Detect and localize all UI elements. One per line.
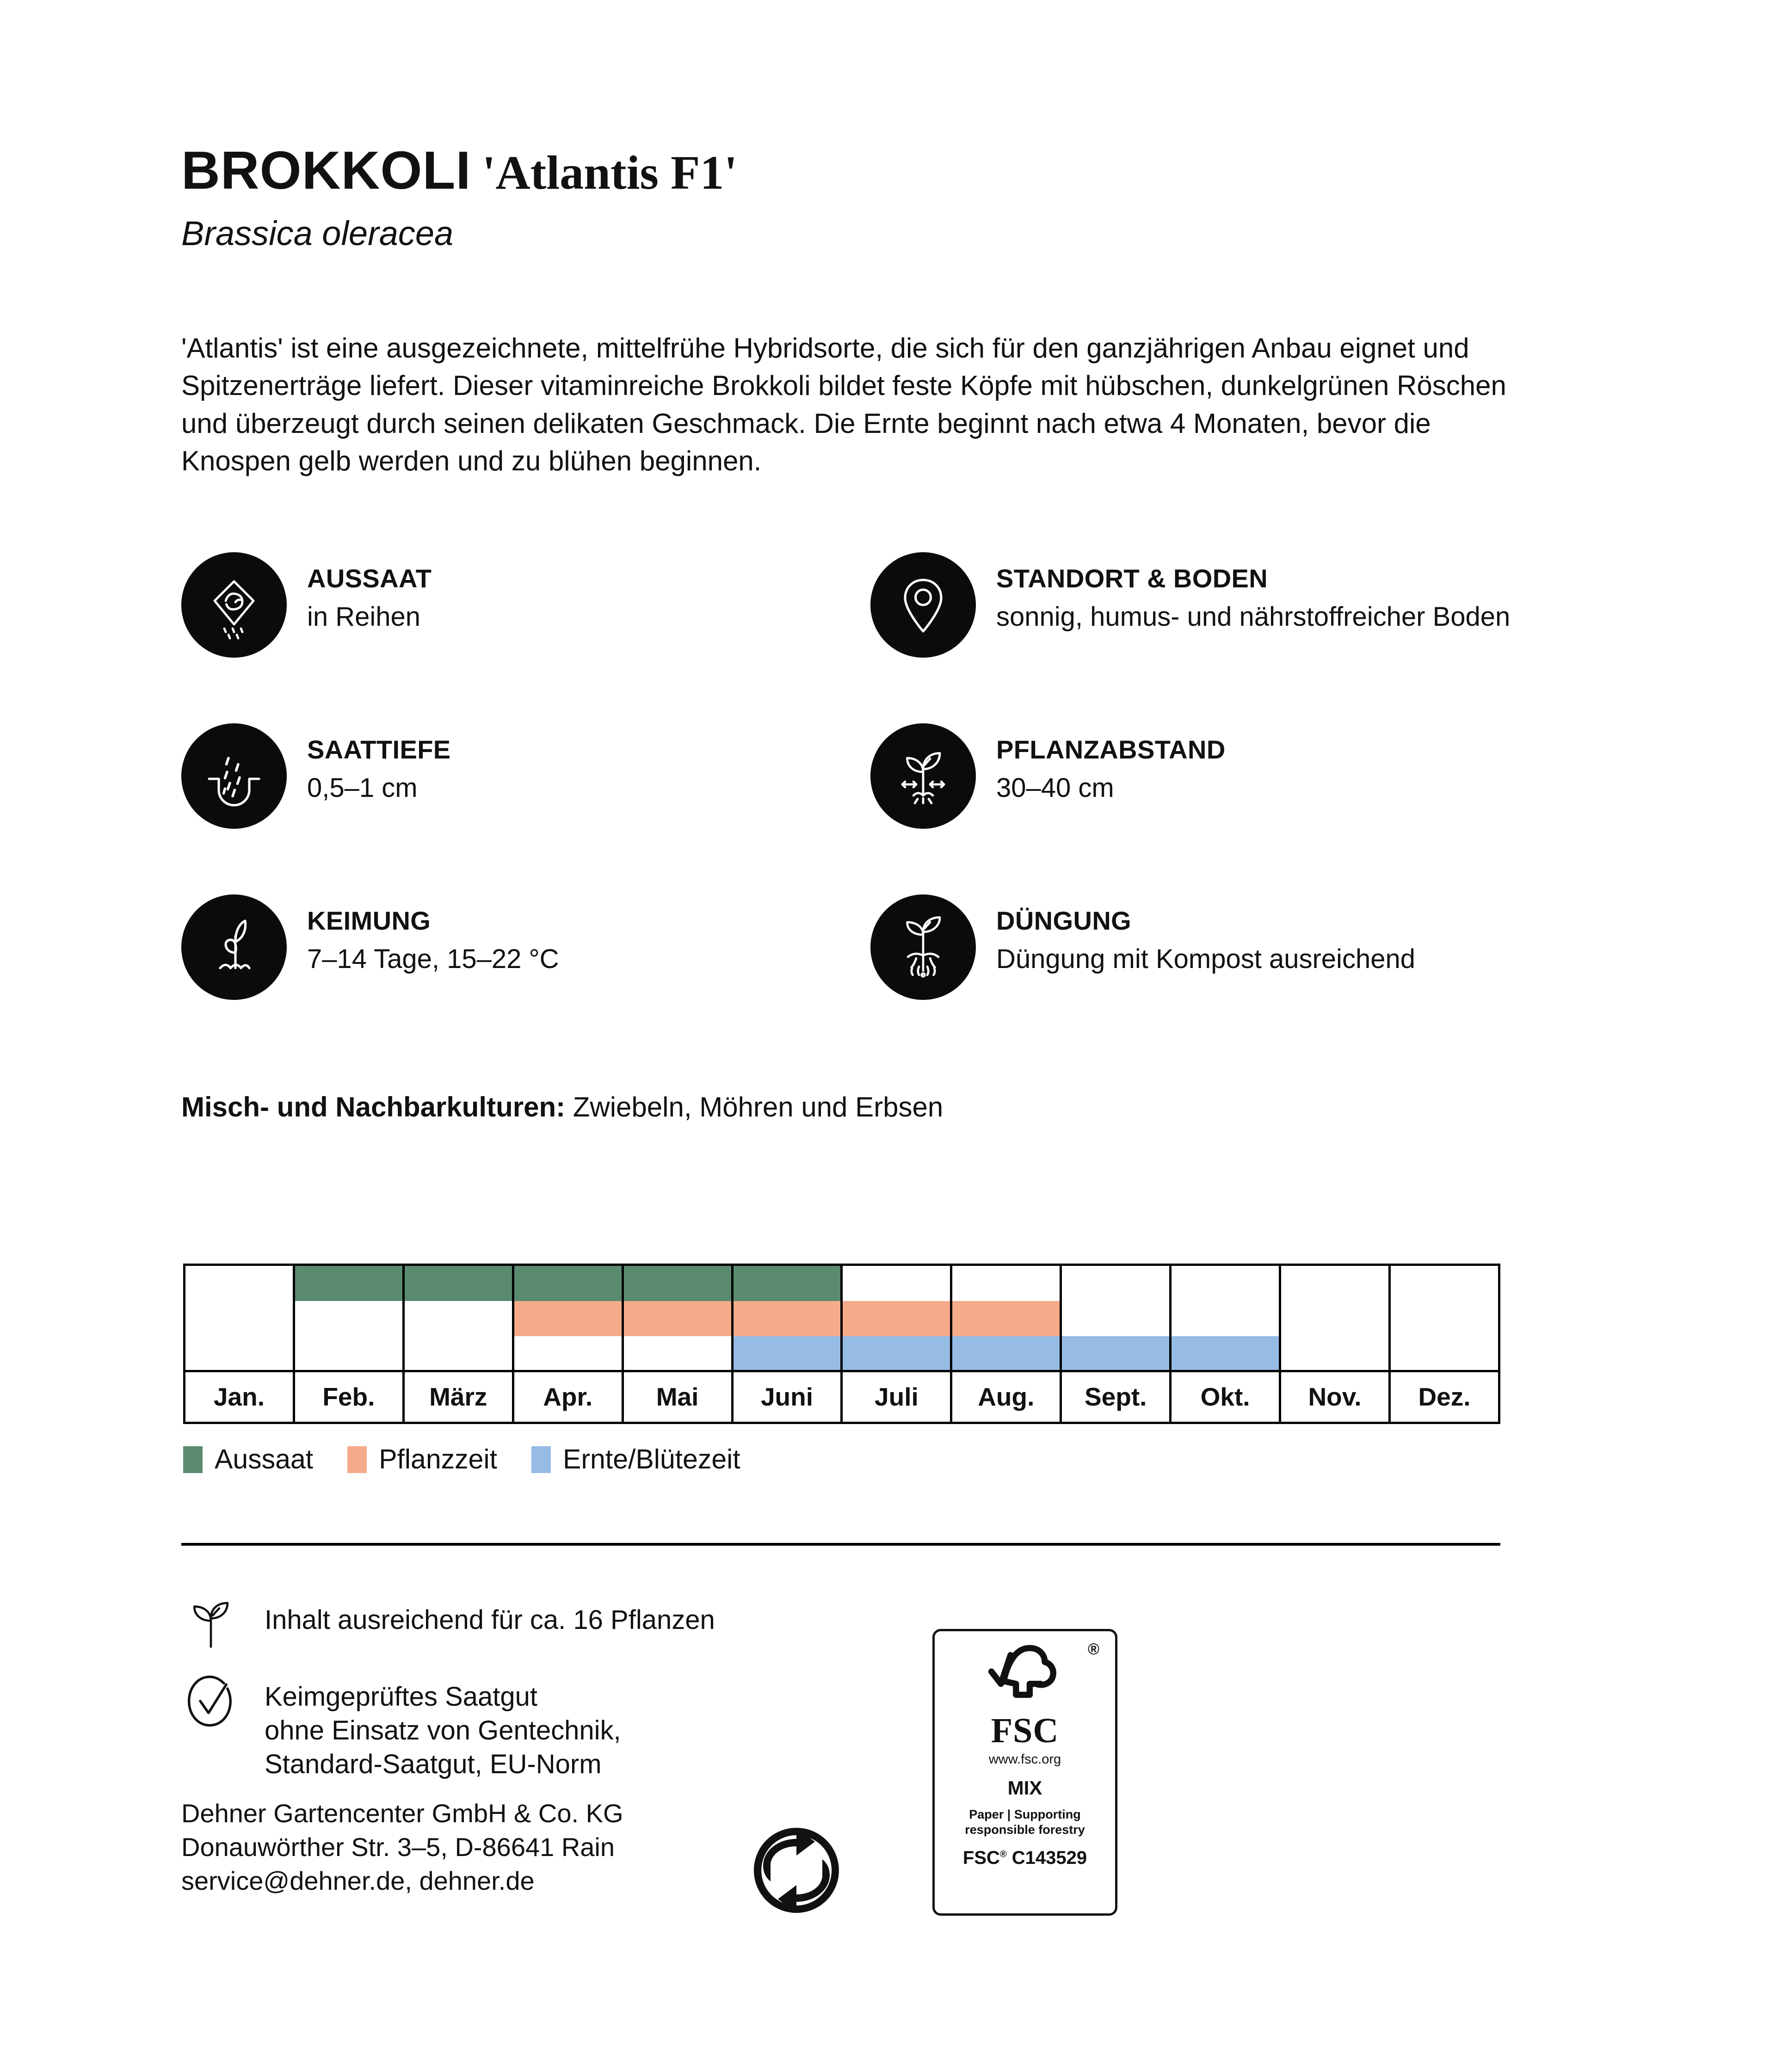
legend-label: Aussaat — [215, 1444, 314, 1474]
month-label: Juni — [732, 1371, 842, 1423]
legend-item-pflanzzeit — [347, 1446, 497, 1473]
company-contact-line: service@dehner.de, dehner.de — [181, 1866, 535, 1895]
check-circle-icon — [181, 1671, 265, 1731]
calendar-cell — [1171, 1265, 1280, 1301]
month-label: Juli — [842, 1371, 951, 1423]
month-label: März — [403, 1371, 513, 1423]
calendar-cell — [1061, 1265, 1171, 1301]
quality-note-text — [265, 1671, 621, 1781]
info-item-keimung — [181, 894, 870, 1065]
content-note-row — [181, 1595, 903, 1654]
calendar-cell — [623, 1265, 732, 1301]
calendar-cell — [1280, 1265, 1390, 1301]
fsc-code-number: C143529 — [1006, 1847, 1087, 1868]
calendar-cell — [623, 1336, 732, 1371]
quality-note-line: ohne Einsatz von Gentechnik, — [265, 1715, 621, 1746]
legend-label: Pflanzzeit — [379, 1444, 497, 1474]
info-label: STANDORT & BODEN — [996, 564, 1268, 593]
info-label: SAATTIEFE — [307, 735, 451, 764]
month-label: Sept. — [1061, 1371, 1171, 1423]
calendar-legend — [183, 1446, 740, 1473]
month-label: Apr. — [513, 1371, 623, 1423]
legend-swatch-icon — [347, 1446, 367, 1473]
info-label: PFLANZABSTAND — [996, 735, 1226, 764]
calendar-row-aussaat — [185, 1265, 1499, 1301]
description-text: 'Atlantis' ist eine ausgezeichnete, mittelfrühe Hybridsorte, die sich für den ganzjährigen Anbau eignet und Spitzenerträge liefert. Dieser vitaminreiche Brokkoli bildet feste Köpfe mit hübschen, dunkelgrünen Röschen und überzeugt durch seinen delikaten Geschmack. Die Ernte beginnt nach etwa 4 Monaten, bevor die Knospen gelb werden und zu blühen beginnen. — [181, 333, 1506, 476]
info-label: KEIMUNG — [307, 906, 431, 935]
quality-note-row — [181, 1671, 903, 1781]
page-title — [181, 140, 738, 200]
legend-swatch-icon — [183, 1446, 203, 1473]
info-item-duengung — [870, 894, 1597, 1065]
calendar-cell — [1389, 1336, 1499, 1371]
fsc-code-reg: ® — [999, 1849, 1007, 1860]
calendar-cell — [513, 1265, 623, 1301]
info-value: 0,5–1 cm — [307, 772, 418, 803]
calendar-cell — [623, 1301, 732, 1336]
info-text-aussaat — [307, 551, 432, 634]
fsc-description-line: responsible forestry — [965, 1822, 1085, 1837]
calendar-row-pflanzzeit — [185, 1301, 1499, 1336]
calendar-cell — [185, 1336, 294, 1371]
calendar-cell — [185, 1265, 294, 1301]
cultivation-info-grid — [181, 551, 1597, 1065]
fsc-description-line: Paper | Supporting — [969, 1807, 1081, 1821]
info-value: in Reihen — [307, 601, 421, 632]
month-label: Dez. — [1389, 1371, 1499, 1423]
month-label: Mai — [623, 1371, 732, 1423]
legend-label: Ernte/Blütezeit — [562, 1444, 740, 1474]
calendar-cell — [732, 1265, 842, 1301]
companion-plants-label: Misch- und Nachbarkulturen: — [181, 1092, 566, 1122]
green-dot-recycling-icon — [750, 1824, 843, 1919]
calendar-cell — [951, 1301, 1061, 1336]
calendar-cell — [732, 1301, 842, 1336]
info-item-pflanzabstand — [870, 722, 1597, 894]
legend-item-erntezeit — [531, 1446, 740, 1473]
cultivar-name: 'Atlantis F1' — [482, 146, 738, 199]
info-text-duengung — [996, 894, 1415, 976]
month-label: Jan. — [185, 1371, 294, 1423]
footer-notes — [181, 1595, 903, 1781]
calendar-cell — [403, 1301, 513, 1336]
calendar-cell — [294, 1336, 403, 1371]
location-pin-icon — [870, 552, 976, 658]
content-note-text: Inhalt ausreichend für ca. 16 Pflanzen — [265, 1605, 715, 1635]
calendar-cell — [513, 1336, 623, 1371]
calendar-cell — [732, 1336, 842, 1371]
info-label: DÜNGUNG — [996, 906, 1132, 935]
fsc-code-text — [963, 1849, 1087, 1867]
info-value: 7–14 Tage, 15–22 °C — [307, 944, 559, 974]
germination-sprout-icon — [181, 894, 287, 1000]
calendar-cell — [1171, 1301, 1280, 1336]
calendar-cell — [403, 1336, 513, 1371]
calendar-table — [183, 1264, 1500, 1424]
companion-plants-value: Zwiebeln, Möhren und Erbsen — [573, 1092, 944, 1122]
botanical-name: Brassica oleracea — [181, 214, 454, 253]
fsc-tree-checkmark-icon — [980, 1641, 1070, 1712]
calendar-cell — [513, 1301, 623, 1336]
info-text-pflanzabstand — [996, 722, 1226, 805]
company-address — [181, 1797, 623, 1898]
calendar-cell — [1061, 1336, 1171, 1371]
seed-depth-icon — [181, 723, 287, 829]
calendar-cell — [1280, 1301, 1390, 1336]
company-line: Donauwörther Str. 3–5, D-86641 Rain — [181, 1832, 615, 1862]
calendar-cell — [842, 1265, 951, 1301]
calendar-cell — [842, 1301, 951, 1336]
info-value: Düngung mit Kompost ausreichend — [996, 944, 1415, 974]
info-item-saattiefe — [181, 722, 870, 894]
calendar-cell — [185, 1301, 294, 1336]
fsc-code-prefix: FSC — [962, 1847, 1000, 1868]
plant-spacing-icon — [870, 723, 976, 829]
calendar-cell — [294, 1265, 403, 1301]
companion-plants-line — [181, 1091, 943, 1124]
legend-item-aussaat — [183, 1446, 313, 1473]
legend-swatch-icon — [531, 1446, 551, 1473]
footer-divider — [181, 1543, 1500, 1546]
fsc-url-text: www.fsc.org — [988, 1752, 1061, 1767]
info-item-standort-boden — [870, 551, 1597, 722]
quality-note-line: Standard-Saatgut, EU-Norm — [265, 1749, 602, 1780]
page-header — [181, 140, 738, 253]
calendar-cell — [294, 1301, 403, 1336]
company-line: Dehner Gartencenter GmbH & Co. KG — [181, 1799, 623, 1828]
fsc-brand-text: FSC — [991, 1711, 1059, 1750]
sprout-leaves-icon — [181, 1595, 265, 1654]
fertilizer-roots-icon — [870, 894, 976, 1000]
month-label: Nov. — [1280, 1371, 1390, 1423]
calendar-cell — [1389, 1301, 1499, 1336]
calendar-cell — [951, 1265, 1061, 1301]
calendar-cell — [1171, 1336, 1280, 1371]
sowing-harvest-calendar — [183, 1264, 1500, 1424]
seed-packet-icon — [181, 552, 287, 658]
calendar-cell — [403, 1265, 513, 1301]
info-label: AUSSAAT — [307, 564, 432, 593]
info-value: sonnig, humus- und nährstoffreicher Boden — [996, 601, 1511, 632]
fsc-category-text: MIX — [1007, 1777, 1042, 1799]
calendar-cell — [951, 1336, 1061, 1371]
calendar-cell — [1280, 1336, 1390, 1371]
fsc-description-text — [965, 1807, 1085, 1838]
info-value: 30–40 cm — [996, 772, 1114, 803]
fsc-registered-mark: ® — [1087, 1640, 1099, 1658]
month-label: Okt. — [1171, 1371, 1280, 1423]
month-label: Aug. — [951, 1371, 1061, 1423]
info-text-standort-boden — [996, 551, 1510, 634]
calendar-month-labels — [185, 1371, 1499, 1423]
calendar-cell — [1061, 1301, 1171, 1336]
info-text-saattiefe — [307, 722, 451, 805]
info-item-aussaat — [181, 551, 870, 722]
calendar-row-erntezeit — [185, 1336, 1499, 1371]
info-text-keimung — [307, 894, 559, 976]
calendar-cell — [1389, 1265, 1499, 1301]
quality-note-line: Keimgeprüftes Saatgut — [265, 1682, 538, 1712]
fsc-certification-logo — [932, 1629, 1117, 1916]
plant-name: BROKKOLI — [181, 140, 471, 200]
month-label: Feb. — [294, 1371, 403, 1423]
calendar-cell — [842, 1336, 951, 1371]
